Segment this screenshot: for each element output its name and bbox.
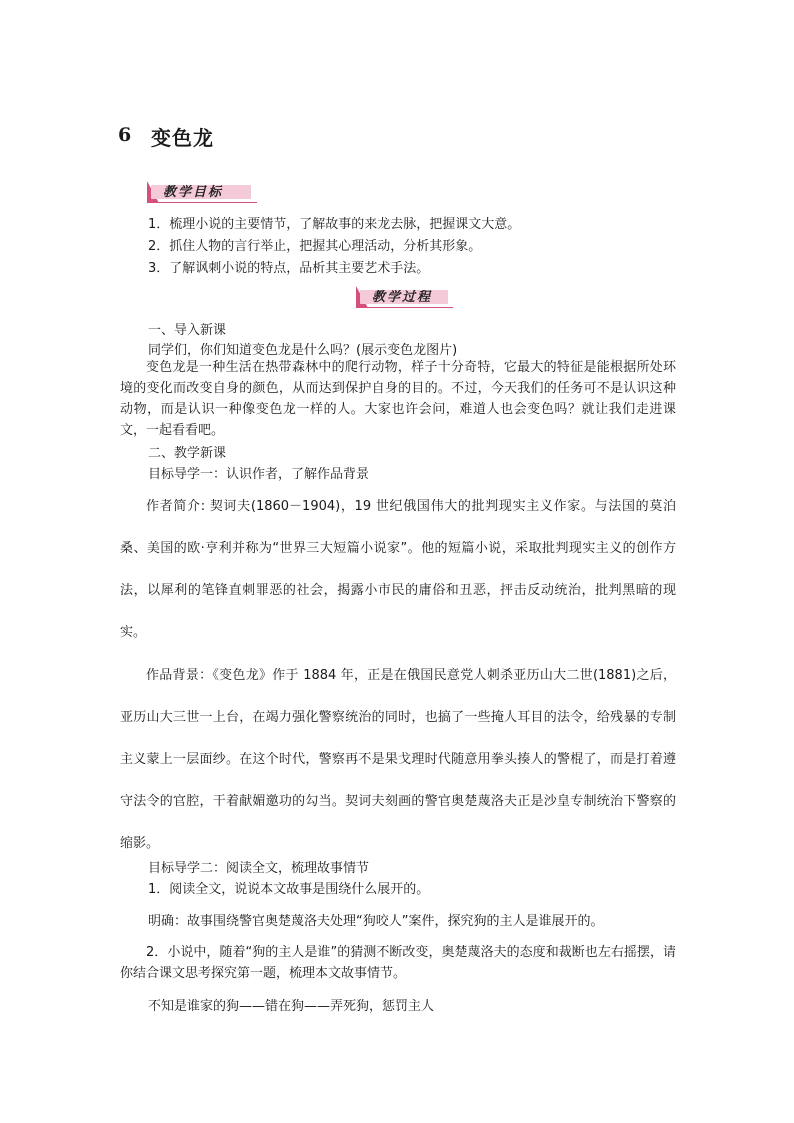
lesson-title: 变色龙 [151,126,214,150]
banner-underline [356,307,453,308]
banner-label: 教学过程 [372,290,433,305]
goal-item: 1．梳理小说的主要情节，了解故事的来龙去脉，把握课文大意。 [148,217,521,232]
lesson-number: 6 [118,124,132,146]
answer-item: 明确：故事围绕警官奥楚蔑洛夫处理“狗咬人”案件，探究狗的主人是谁展开的。 [148,914,604,929]
goal-item: 3．了解讽刺小说的特点，品析其主要艺术手法。 [148,261,430,276]
teaching-process-banner [356,286,453,308]
banner-underline [147,202,257,203]
section-heading: 二、教学新课 [148,446,227,461]
work-background-paragraph: 作品背景：《变色龙》作于 1884 年，正是在俄国民意党人刺杀亚历山大二世(1881)之后，亚历山大三世一上台，在竭力强化警察统治的同时，也搞了一些掩人耳目的法令，给残暴的专制主义蒙上一层面纱。在这个时代，警察再不是果戈理时代随意用拳头揍人的警棍了，而是打着遵守法令的官腔，干着献媚邀功的勾当。契诃夫刻画的警官奥楚蔑洛夫正是沙皇专制统治下警察的缩影。 [120,668,676,851]
guide-heading: 目标导学二：阅读全文，梳理故事情节 [148,861,370,876]
goal-item: 2．抓住人物的言行举止，把握其心理活动，分析其形象。 [148,239,482,254]
intro-paragraph: 变色龙是一种生活在热带森林中的爬行动物，样子十分奇特，它最大的特征是能根据所处环境的变化而改变自身的颜色，从而达到保护自身的目的。不过，今天我们的任务可不是认识这种动物，而是认识一种像变色龙一样的人。大家也许会问，难道人也会变色吗？就让我们走进课文，一起看看吧。 [120,360,676,438]
question-item: 1．阅读全文，说说本文故事是围绕什么展开的。 [148,882,430,897]
section-heading: 一、导入新课 [148,323,227,338]
banner-label: 教学目标 [163,185,224,200]
question-item: 2．小说中，随着“狗的主人是谁”的猜测不断改变，奥楚蔑洛夫的态度和裁断也左右摇摆，请你结合课文思考探究第一题，梳理本文故事情节。 [120,945,676,981]
guide-heading: 目标导学一：认识作者，了解作品背景 [148,467,370,482]
plot-summary-line: 不知是谁家的狗——错在狗——弄死狗，惩罚主人 [148,999,435,1014]
intro-question: 同学们，你们知道变色龙是什么吗？(展示变色龙图片) [148,343,458,358]
author-intro-paragraph: 作者简介: 契诃夫(1860－1904)，19 世纪俄国伟大的批判现实主义作家。与法国的莫泊桑、美国的欧·亨利并称为“世界三大短篇小说家”。他的短篇小说，采取批判现实主义的创作方法，以犀利的笔锋直刺罪恶的社会，揭露小市民的庸俗和丑恶，抨击反动统治，批判黑暗的现实。 [120,499,676,640]
teaching-goals-banner [147,181,257,203]
